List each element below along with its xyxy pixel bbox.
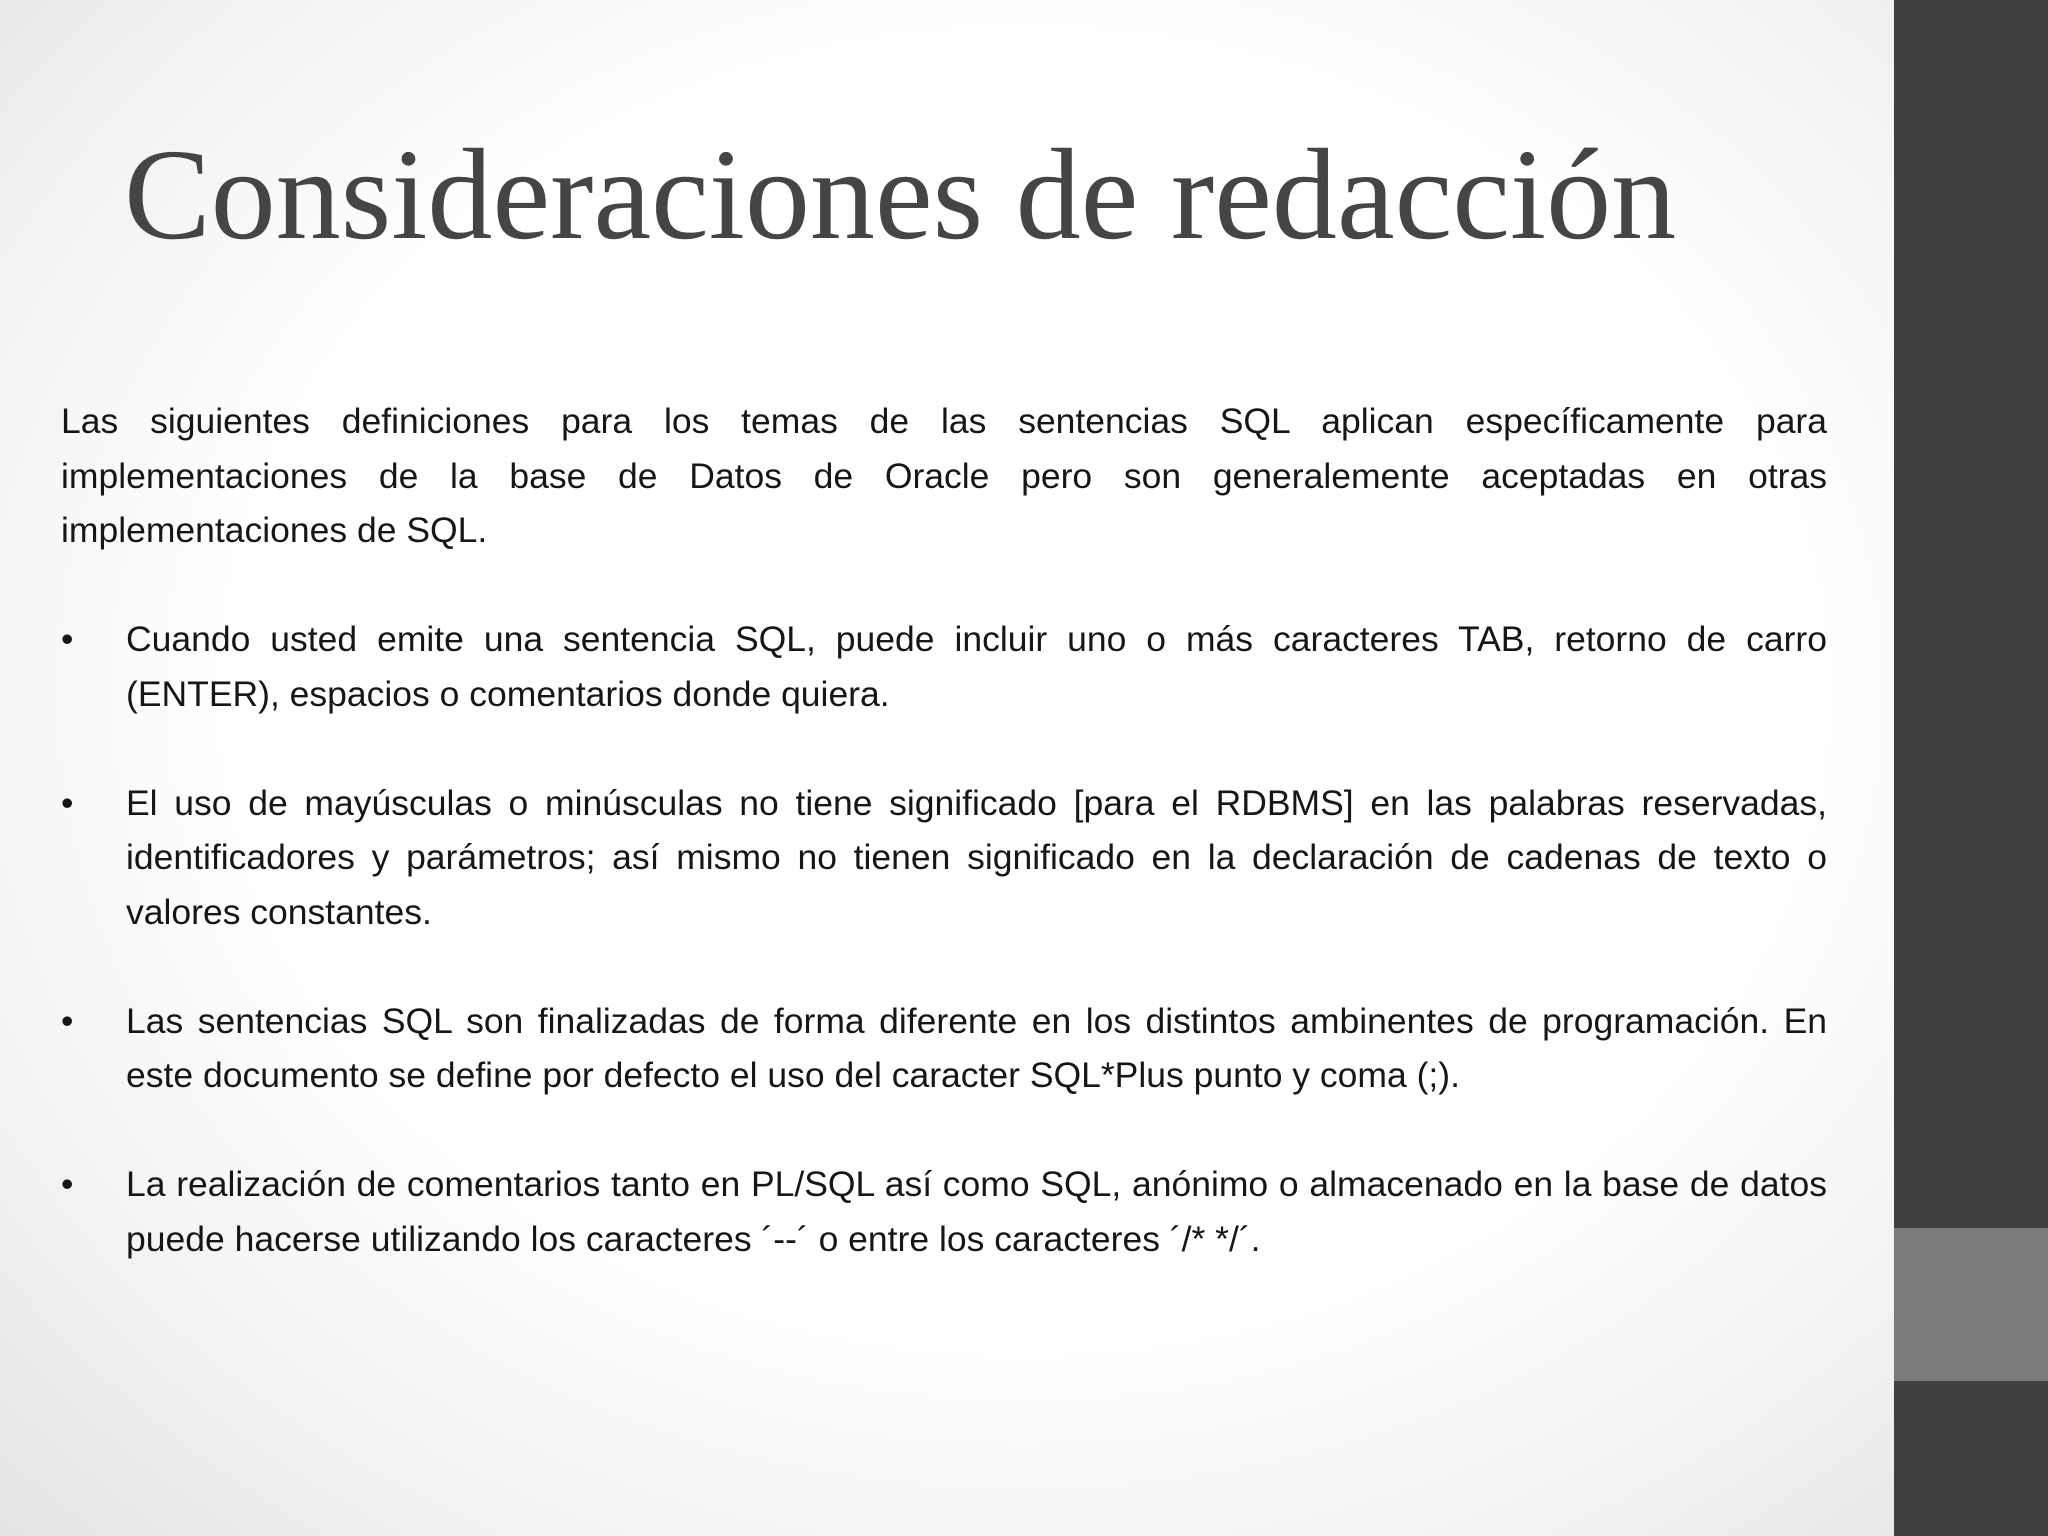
bullet-text: La realización de comentarios tanto en PL/SQL así como SQL, anónimo o almacenado en la base de datos puede hacerse utilizando los caracteres ´--´ o entre los caracteres ´/* */´. <box>126 1164 1827 1259</box>
bullet-text: Las sentencias SQL son finalizadas de forma diferente en los distintos ambinentes de programación. En este documento se define por defecto el uso del caracter SQL*Plus punto y coma (;). <box>126 1000 1827 1095</box>
bullet-icon: • <box>61 1164 74 1204</box>
slide-title: Consideraciones de redacción <box>124 123 1677 267</box>
bullet-icon: • <box>61 1000 74 1041</box>
bullet-text: Cuando usted emite una sentencia SQL, puede incluir uno o más caracteres TAB, retorno de carro (ENTER), espacios o comentarios donde quiera. <box>126 619 1827 714</box>
bullet-icon: • <box>61 782 74 823</box>
slide-body <box>61 394 1827 1266</box>
bullet-item <box>61 776 1827 940</box>
intro-paragraph: Las siguientes definiciones para los temas de las sentencias SQL aplican específicamente para implementaciones de la base de Datos de Oracle pero son generalemente aceptadas en otras implementaciones de SQL. <box>61 401 1827 550</box>
bullet-text: El uso de mayúsculas o minúsculas no tiene significado [para el RDBMS] en las palabras reservadas, identificadores y parámetros; así mismo no tienen significado en la declaración de cadenas de texto o valores constantes. <box>126 782 1827 932</box>
bullet-icon: • <box>61 619 74 659</box>
bullet-item <box>61 612 1827 721</box>
bullet-item <box>61 994 1827 1103</box>
bullet-item <box>61 1157 1827 1266</box>
sidebar-accent-block <box>1894 1228 2048 1381</box>
decorative-sidebar <box>1894 0 2048 1536</box>
bullet-list <box>61 612 1827 1266</box>
